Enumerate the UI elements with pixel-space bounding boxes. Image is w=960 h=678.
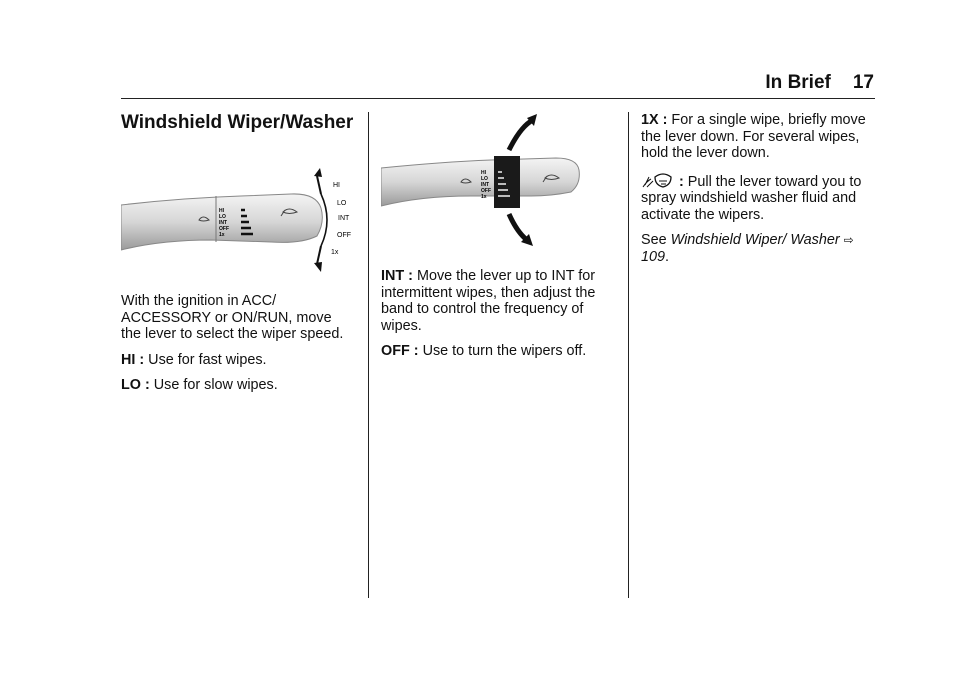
fig1-label: INT [338,215,350,222]
fig1-label: OFF [337,232,351,239]
fig2-lever-label: INT [481,182,490,188]
column-1 [121,293,351,403]
lo-text: Use for slow wipes. [149,377,278,393]
onex-text: For a single wipe, briefly move the lever down. For several wipes, hold the lever down. [641,112,866,161]
fig1-lever-label: LO [219,214,226,220]
fig2-lever-label: 1x [481,194,487,200]
fig1-lever-label: HI [219,208,224,214]
fig2-lever-label: OFF [481,188,491,194]
column-3 [641,112,873,274]
see-reference-link[interactable]: Windshield Wiper/ Washer [670,232,840,248]
hi-paragraph [121,352,351,369]
off-text: Use to turn the wipers off. [418,343,587,359]
page-header [765,72,874,94]
intro-paragraph: With the ignition in ACC/ ACCESSORY or ON/RUN, move the lever to select the wiper speed. [121,293,344,342]
fig1-lever-label: OFF [219,226,229,232]
fig1-lever-label: 1x [219,232,225,238]
int-term: INT : [381,268,413,284]
page-number: 17 [852,72,874,93]
column-divider [628,112,629,598]
see-reference-page: 109 [641,248,666,265]
header-rule [121,98,875,99]
off-term: OFF : [381,343,419,359]
column-divider [368,112,369,598]
section-title: Windshield Wiper/Washer [121,112,354,133]
see-end: . [665,248,670,265]
washer-text: Pull the lever toward you to spray windshield washer fluid and activate the wipers. [641,173,862,223]
fig2-lever-label: HI [481,170,486,176]
washer-spray-icon [641,171,675,189]
see-reference-paragraph [641,232,873,265]
off-paragraph [381,343,611,360]
fig1-label: HI [333,182,340,189]
fig2-lever-label: LO [481,176,488,182]
see-prefix: See [641,232,671,248]
fig1-label: LO [337,200,347,207]
onex-paragraph [641,112,873,162]
hi-text: Use for fast wipes. [144,351,267,368]
lo-paragraph [121,377,351,394]
washer-paragraph [641,171,873,224]
hi-term: HI : [121,351,145,368]
fig1-lever-label: INT [219,220,228,226]
lo-term: LO : [121,377,150,393]
page-reference-arrow-icon: ⇨ [843,233,854,247]
column-2 [381,268,611,369]
int-text: Move the lever up to INT for intermittent wipes, then adjust the band to control the frequency of wipes. [381,268,596,334]
onex-term: 1X : [641,112,668,128]
wiper-lever-figure [121,160,356,280]
section-name: In Brief [765,72,831,93]
washer-term: : [675,173,684,190]
fig1-label: 1x [331,249,339,256]
int-paragraph [381,268,611,334]
wiper-lever-motion-figure [381,112,611,252]
